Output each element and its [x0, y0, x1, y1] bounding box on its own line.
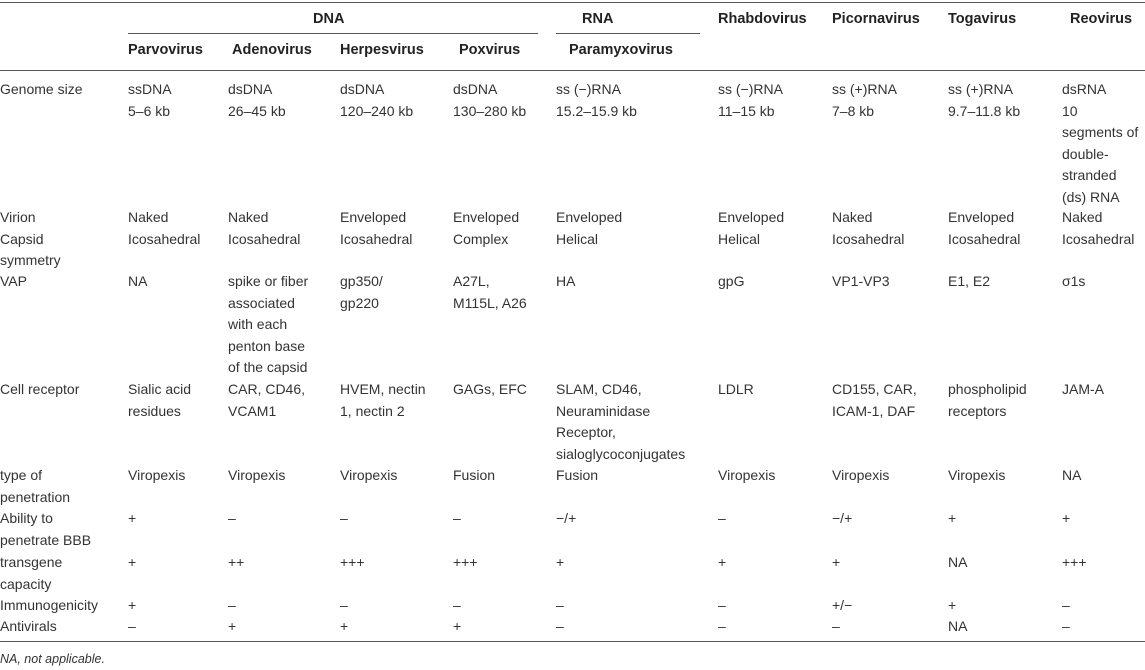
cell-poxvirus: +++ — [453, 554, 478, 570]
header-group-dna: DNA — [313, 11, 345, 27]
cell-togavirus: E1, E2 — [948, 273, 991, 289]
header-rhabdovirus: Rhabdovirus — [718, 11, 807, 27]
cell-herpesvirus: – — [340, 597, 348, 613]
cell-picornavirus: +/− — [832, 597, 853, 613]
cell-paramyxovirus: – — [556, 597, 564, 613]
cell-paramyxovirus: ss (−)RNA 15.2–15.9 kb — [556, 81, 637, 119]
cell-picornavirus: ss (+)RNA 7–8 kb — [832, 81, 897, 119]
cell-poxvirus: + — [453, 618, 462, 634]
cell-reovirus: – — [1062, 597, 1070, 613]
cell-adenovirus: CAR, CD46, VCAM1 — [228, 381, 306, 419]
cell-picornavirus: VP1-VP3 — [832, 273, 890, 289]
header-adenovirus: Adenovirus — [232, 42, 312, 58]
cell-parvovirus: Sialic acid residues — [128, 381, 192, 419]
cell-herpesvirus: +++ — [340, 554, 365, 570]
cell-rhabdovirus: gpG — [718, 273, 745, 289]
cell-poxvirus: A27L, M115L, A26 — [453, 273, 527, 311]
cell-reovirus: + — [1062, 510, 1071, 526]
cell-parvovirus: + — [128, 597, 137, 613]
header-parvovirus: Parvovirus — [128, 42, 203, 58]
cell-picornavirus: CD155, CAR, ICAM-1, DAF — [832, 381, 917, 419]
cell-herpesvirus: – — [340, 510, 348, 526]
cell-poxvirus: Fusion — [453, 467, 496, 483]
row-label: VAP — [0, 273, 27, 289]
cell-poxvirus: GAGs, EFC — [453, 381, 527, 397]
cell-paramyxovirus: SLAM, CD46, Neuraminidase Receptor, sialoglycoconjugates — [556, 381, 686, 462]
cell-paramyxovirus: – — [556, 618, 564, 634]
cell-parvovirus: Naked Icosahedral — [128, 209, 201, 247]
cell-togavirus: + — [948, 510, 957, 526]
cell-herpesvirus: Enveloped Icosahedral — [340, 209, 413, 247]
cell-reovirus: dsRNA 10 segments of double- stranded (ds) RNA — [1062, 81, 1139, 205]
cell-herpesvirus: dsDNA 120–240 kb — [340, 81, 414, 119]
row-label: transgene capacity — [0, 554, 63, 592]
row-label: Virion Capsid symmetry — [0, 209, 61, 268]
table-bottom-rule — [0, 641, 1145, 642]
cell-paramyxovirus: + — [556, 554, 565, 570]
cell-paramyxovirus: −/+ — [556, 510, 577, 526]
cell-parvovirus: – — [128, 618, 136, 634]
header-togavirus: Togavirus — [948, 11, 1017, 27]
cell-herpesvirus: HVEM, nectin 1, nectin 2 — [340, 381, 426, 419]
cell-adenovirus: Viropexis — [228, 467, 286, 483]
cell-poxvirus: – — [453, 597, 461, 613]
cell-reovirus: Naked Icosahedral — [1062, 209, 1135, 247]
cell-picornavirus: Naked Icosahedral — [832, 209, 905, 247]
header-bottom-rule — [0, 70, 1145, 71]
table-top-rule — [0, 2, 1145, 3]
row-label: Immunogenicity — [0, 597, 99, 613]
header-picornavirus: Picornavirus — [832, 11, 920, 27]
cell-rhabdovirus: – — [718, 618, 726, 634]
cell-herpesvirus: gp350/ gp220 — [340, 273, 383, 311]
cell-reovirus: +++ — [1062, 554, 1087, 570]
cell-parvovirus: + — [128, 554, 137, 570]
cell-herpesvirus: + — [340, 618, 349, 634]
cell-poxvirus: Enveloped Complex — [453, 209, 520, 247]
cell-adenovirus: – — [228, 597, 236, 613]
cell-parvovirus: ssDNA 5–6 kb — [128, 81, 172, 119]
header-poxvirus: Poxvirus — [459, 42, 521, 58]
cell-togavirus: ss (+)RNA 9.7–11.8 kb — [948, 81, 1021, 119]
cell-togavirus: phospholipid receptors — [948, 381, 1027, 419]
cell-paramyxovirus: HA — [556, 273, 576, 289]
header-reovirus: Reovirus — [1070, 11, 1133, 27]
cell-adenovirus: Naked Icosahedral — [228, 209, 301, 247]
cell-picornavirus: + — [832, 554, 841, 570]
cell-parvovirus: + — [128, 510, 137, 526]
row-label: type of penetration — [0, 467, 71, 505]
cell-paramyxovirus: Fusion — [556, 467, 599, 483]
cell-rhabdovirus: – — [718, 597, 726, 613]
cell-picornavirus: Viropexis — [832, 467, 890, 483]
cell-rhabdovirus: LDLR — [718, 381, 754, 397]
cell-togavirus: NA — [948, 554, 968, 570]
row-label: Cell receptor — [0, 381, 80, 397]
cell-paramyxovirus: Enveloped Helical — [556, 209, 623, 247]
cell-togavirus: Viropexis — [948, 467, 1006, 483]
cell-parvovirus: NA — [128, 273, 148, 289]
header-paramyxovirus: Paramyxovirus — [569, 42, 673, 58]
cell-parvovirus: Viropexis — [128, 467, 186, 483]
cell-adenovirus: spike or fiber associated with each penton base of the capsid — [228, 273, 309, 375]
row-label: Antivirals — [0, 618, 57, 634]
cell-adenovirus: – — [228, 510, 236, 526]
cell-poxvirus: – — [453, 510, 461, 526]
table-footnote: NA, not applicable. — [0, 652, 105, 666]
cell-rhabdovirus: ss (−)RNA 11–15 kb — [718, 81, 783, 119]
row-label: Ability to penetrate BBB — [0, 510, 92, 548]
dna-group-underline — [128, 33, 538, 34]
cell-reovirus: σ1s — [1062, 273, 1086, 289]
header-herpesvirus: Herpesvirus — [340, 42, 424, 58]
cell-picornavirus: −/+ — [832, 510, 853, 526]
row-label: Genome size — [0, 81, 83, 97]
cell-togavirus: NA — [948, 618, 968, 634]
cell-poxvirus: dsDNA 130–280 kb — [453, 81, 527, 119]
cell-togavirus: + — [948, 597, 957, 613]
cell-togavirus: Enveloped Icosahedral — [948, 209, 1021, 247]
cell-adenovirus: ++ — [228, 554, 245, 570]
cell-reovirus: JAM-A — [1062, 381, 1104, 397]
cell-rhabdovirus: – — [718, 510, 726, 526]
cell-reovirus: NA — [1062, 467, 1082, 483]
cell-reovirus: – — [1062, 618, 1070, 634]
cell-adenovirus: + — [228, 618, 237, 634]
cell-rhabdovirus: + — [718, 554, 727, 570]
cell-rhabdovirus: Viropexis — [718, 467, 776, 483]
cell-rhabdovirus: Enveloped Helical — [718, 209, 785, 247]
rna-group-underline — [556, 33, 700, 34]
cell-picornavirus: – — [832, 618, 840, 634]
cell-herpesvirus: Viropexis — [340, 467, 398, 483]
header-group-rna: RNA — [582, 11, 614, 27]
cell-adenovirus: dsDNA 26–45 kb — [228, 81, 286, 119]
